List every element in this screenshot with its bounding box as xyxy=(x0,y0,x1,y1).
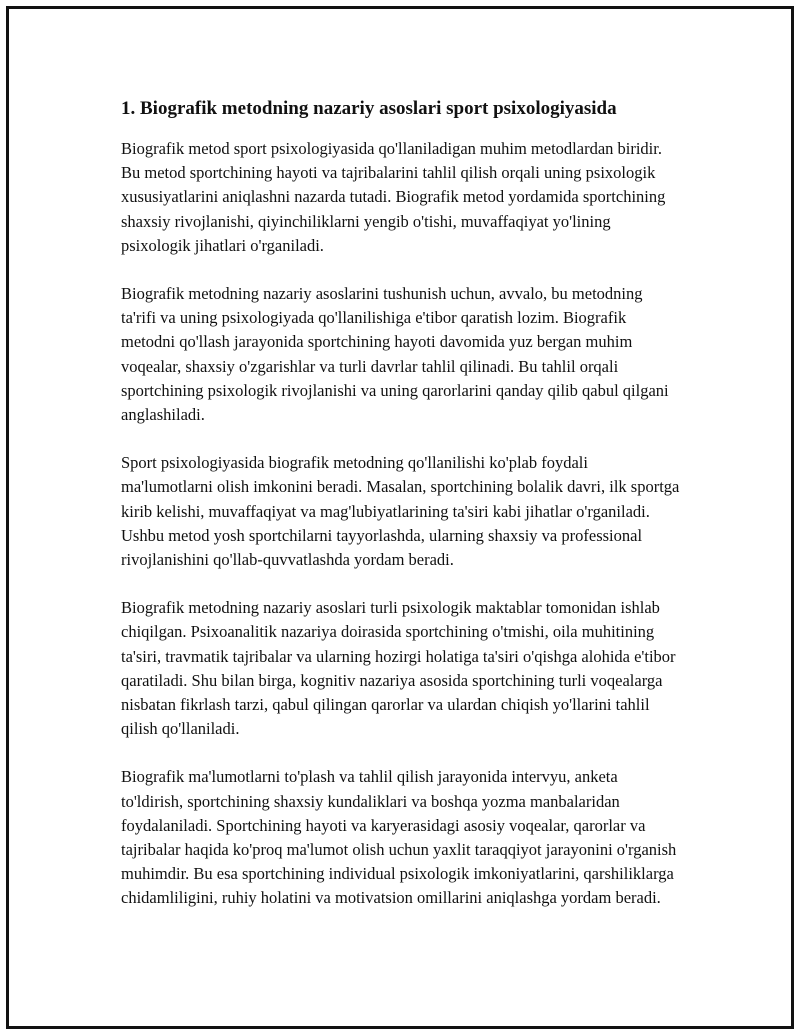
document-page xyxy=(6,6,794,1029)
paragraph-5: Biografik ma'lumotlarni to'plash va tahlil qilish jarayonida intervyu, anketa to'ldirish, sportchining shaxsiy kundaliklari va boshqa yozma manbalaridan foydalaniladi. Sportchining hayoti va karyerasidagi asosiy voqealar, qarorlar va tajribalar haqida ko'proq ma'lumot olish uchun yaxlit taraqqiyot jarayonini o'rganish muhimdir. Bu esa sportchining individual psixologik imkoniyatlarini, qarshiliklarga chidamliligini, ruhiy holatini va motivatsion omillarini aniqlashga yordam beradi. xyxy=(121,767,677,908)
paragraph-1: Biografik metod sport psixologiyasida qo'llaniladigan muhim metodlardan biridir. Bu metod sportchining hayoti va tajribalarini tahlil qilish orqali uning psixologik xususiyatlarini aniqlashni nazarda tutadi. Biografik metod yordamida sportchining shaxsiy rivojlanishi, qiyinchiliklarni yengib o'tishi, muvaffaqiyat yo'lining psixologik jihatlari o'rganiladi. xyxy=(121,139,666,255)
paragraph-3: Sport psixologiyasida biografik metodning qo'llanilishi ko'plab foydali ma'lumotlarni olish imkonini beradi. Masalan, sportchining bolalik davri, ilk sportga kirib kelishi, muvaffaqiyat va mag'lubiyatlarining ta'siri kabi jihatlar o'rganiladi. Ushbu metod yosh sportchilarni tayyorlashda, ularning shaxsiy va professional rivojlanishini qo'llab-quvvatlashda yordam beradi. xyxy=(121,453,680,570)
paragraph-4: Biografik metodning nazariy asoslari turli psixologik maktablar tomonidan ishlab chiqilgan. Psixoanalitik nazariya doirasida sportchining o'tmishi, oila muhitining ta'siri, travmatik tajribalar va ularning hozirgi holatiga ta'siri o'qishga alohida e'tibor qaratiladi. Shu bilan birga, kognitiv nazariya asosida sportchining turli voqealarga nisbatan fikrlash tarzi, qabul qilingan qarorlar va ulardan chiqish yo'llarini tahlil qilish qo'llaniladi. xyxy=(121,598,676,739)
section-title: 1. Biografik metodning nazariy asoslari sport psixologiyasida xyxy=(121,98,617,119)
document-body xyxy=(121,95,681,935)
paragraph-2: Biografik metodning nazariy asoslarini tushunish uchun, avvalo, bu metodning ta'rifi va uning psixologiyada qo'llanilishiga e'tibor qaratish lozim. Biografik metodni qo'llash jarayonida sportchining hayoti davomida yuz bergan muhim voqealar, shaxsiy o'zgarishlar va turli davrlar tahlil qilinadi. Bu tahlil orqali sportchining psixologik rivojlanishi va uning qarorlarini qanday qilib qabul qilgani anglashiladi. xyxy=(121,284,669,425)
